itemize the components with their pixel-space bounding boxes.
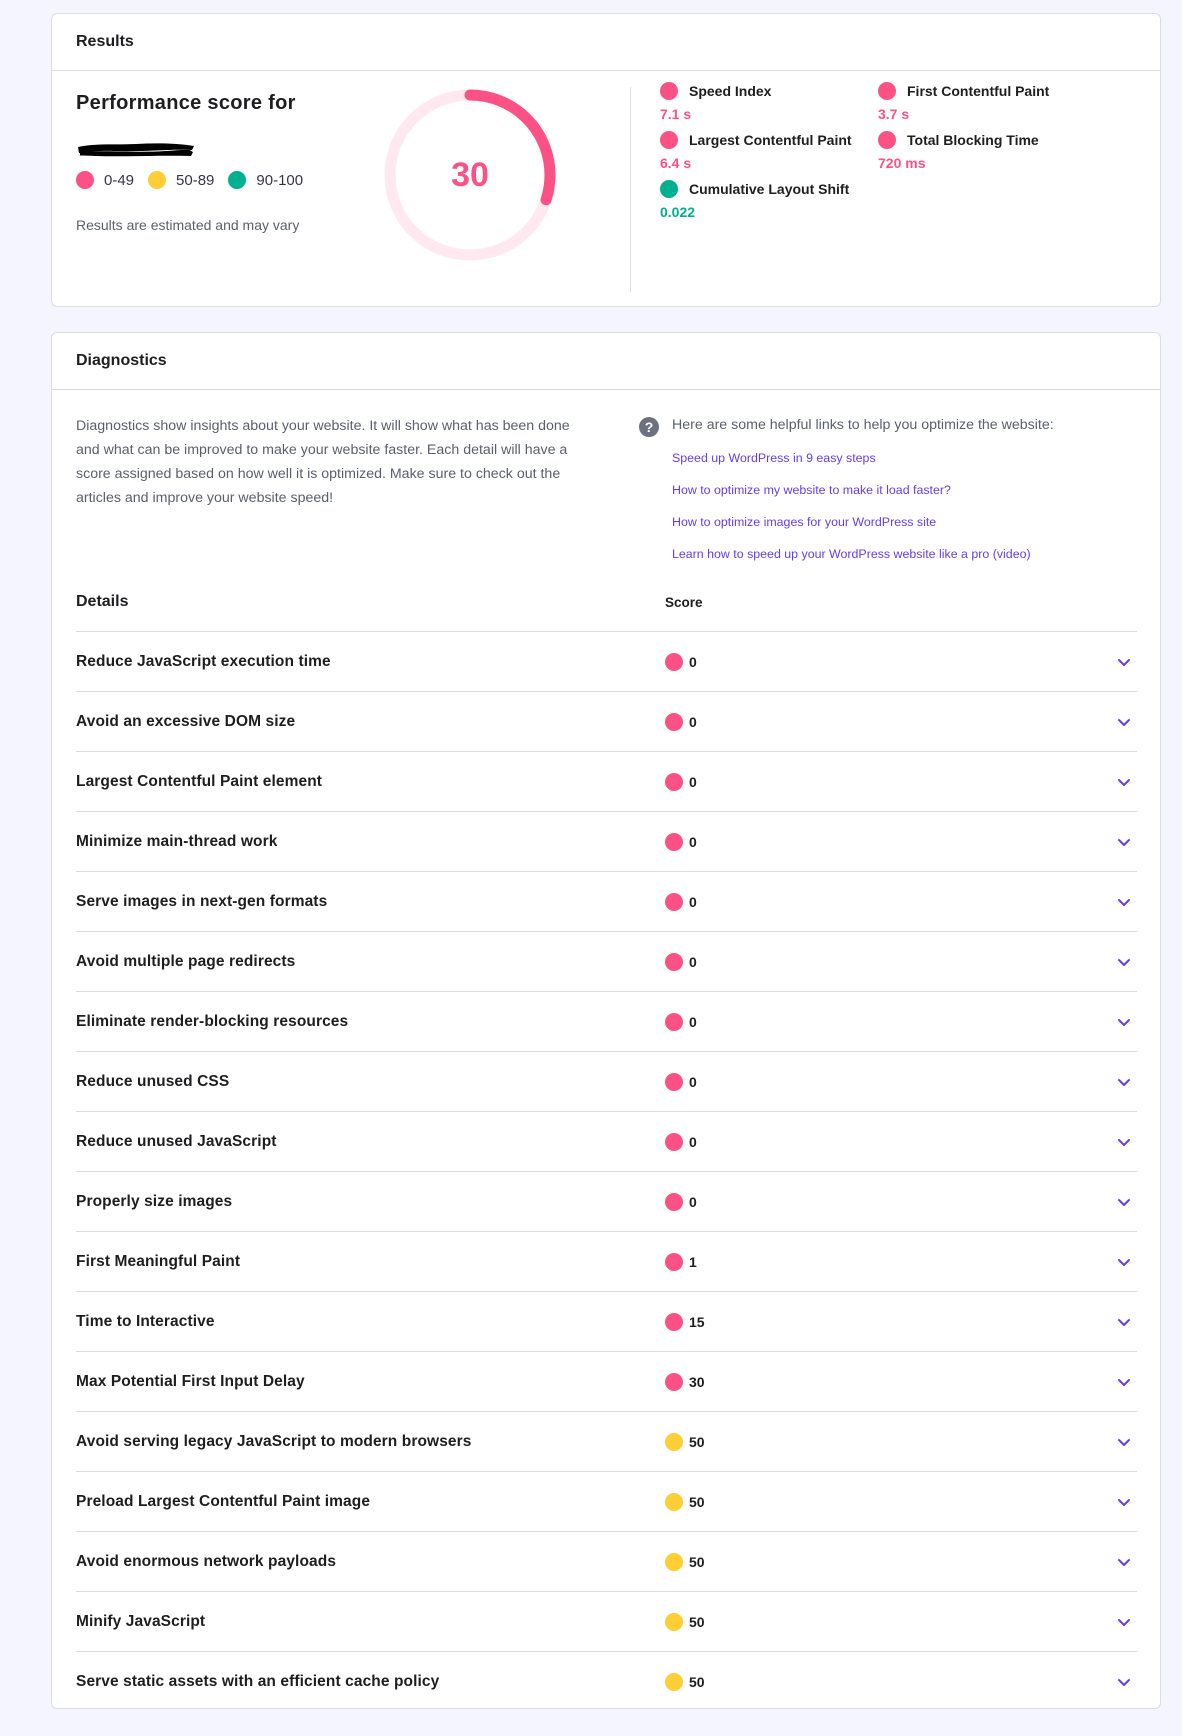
audit-name: Avoid serving legacy JavaScript to modern browsers [76, 1432, 472, 1450]
audit-score [665, 1373, 705, 1391]
audit-score [665, 1433, 705, 1451]
audit-score-value: 0 [689, 1073, 697, 1090]
audit-score-value: 0 [689, 953, 697, 970]
redacted-url-mark [76, 141, 196, 159]
chevron-down-icon[interactable] [1115, 1013, 1133, 1031]
metric-value: 0.022 [660, 204, 696, 220]
audit-name: Max Potential First Input Delay [76, 1372, 305, 1390]
score-status-dot [665, 1553, 683, 1571]
legend-item [228, 171, 303, 189]
audit-name: Serve static assets with an efficient cache policy [76, 1672, 440, 1690]
help-links-title: Here are some helpful links to help you optimize the website: [672, 417, 1054, 433]
score-status-dot [665, 1133, 683, 1151]
chevron-down-icon[interactable] [1115, 1133, 1133, 1151]
audit-score-value: 0 [689, 833, 697, 850]
audit-score-value: 50 [689, 1673, 705, 1690]
chevron-down-icon[interactable] [1115, 1673, 1133, 1691]
table-row[interactable] [76, 1051, 1137, 1111]
metric-status-dot [660, 180, 678, 198]
audit-score [665, 713, 697, 731]
audit-score [665, 653, 697, 671]
metric-value: 7.1 s [660, 106, 692, 122]
score-status-dot [665, 653, 683, 671]
score-status-dot [665, 713, 683, 731]
table-row[interactable] [76, 631, 1137, 691]
results-divider [630, 87, 631, 292]
results-header: Results [52, 14, 1160, 71]
chevron-down-icon[interactable] [1115, 773, 1133, 791]
audit-score-value: 0 [689, 1013, 697, 1030]
legend-dot [228, 171, 246, 189]
audit-score-value: 30 [689, 1373, 705, 1390]
audit-name: Avoid enormous network payloads [76, 1552, 337, 1570]
audit-score [665, 1073, 697, 1091]
chevron-down-icon[interactable] [1115, 713, 1133, 731]
chevron-down-icon[interactable] [1115, 953, 1133, 971]
audit-score [665, 1013, 697, 1031]
help-link[interactable]: How to optimize my website to make it load faster? [672, 483, 951, 497]
audit-name: Largest Contentful Paint element [76, 772, 323, 790]
score-status-dot [665, 773, 683, 791]
chevron-down-icon[interactable] [1115, 893, 1133, 911]
help-link[interactable]: Speed up WordPress in 9 easy steps [672, 451, 876, 465]
audit-score [665, 1133, 697, 1151]
chevron-down-icon[interactable] [1115, 1373, 1133, 1391]
metric-status-dot [660, 82, 678, 100]
audit-score [665, 1253, 697, 1271]
performance-summary [76, 92, 356, 115]
metric-label: Total Blocking Time [907, 132, 1039, 148]
audit-score-value: 0 [689, 1193, 697, 1210]
audit-score [665, 1613, 705, 1631]
legend-label: 0-49 [104, 171, 135, 189]
legend-dot [76, 171, 94, 189]
metric-value: 720 ms [878, 155, 926, 171]
audit-score-value: 50 [689, 1493, 705, 1510]
chevron-down-icon[interactable] [1115, 653, 1133, 671]
metric-label: Cumulative Layout Shift [689, 181, 850, 197]
table-row[interactable] [76, 1651, 1137, 1711]
score-status-dot [665, 1013, 683, 1031]
table-row[interactable] [76, 1591, 1137, 1651]
score-status-dot [665, 893, 683, 911]
table-row[interactable] [76, 811, 1137, 871]
table-row[interactable] [76, 1471, 1137, 1531]
score-column-header: Score [665, 595, 703, 610]
audit-score-value: 0 [689, 1133, 697, 1150]
chevron-down-icon[interactable] [1115, 1253, 1133, 1271]
score-status-dot [665, 1673, 683, 1691]
legend-item [76, 171, 134, 189]
audit-score [665, 1553, 705, 1571]
metric-value: 3.7 s [878, 106, 910, 122]
table-row[interactable] [76, 1411, 1137, 1471]
metric-status-dot [878, 131, 896, 149]
audit-score-value: 0 [689, 893, 697, 910]
results-card [51, 13, 1161, 307]
table-row[interactable] [76, 1111, 1137, 1171]
audit-name: Minimize main-thread work [76, 832, 278, 850]
metric-largest-contentful-paint [660, 131, 852, 171]
audit-score-value: 50 [689, 1613, 705, 1630]
metric-label: Speed Index [689, 83, 772, 99]
metric-value: 6.4 s [660, 155, 692, 171]
table-row[interactable] [76, 871, 1137, 931]
score-status-dot [665, 1253, 683, 1271]
score-status-dot [665, 1493, 683, 1511]
score-status-dot [665, 1313, 683, 1331]
details-column-header: Details [76, 593, 129, 610]
table-row[interactable] [76, 1531, 1137, 1591]
table-row[interactable] [76, 991, 1137, 1051]
table-row[interactable] [76, 691, 1137, 751]
score-status-dot [665, 1433, 683, 1451]
audit-score-value: 0 [689, 653, 697, 670]
audit-score [665, 893, 697, 911]
audit-score [665, 1493, 705, 1511]
metric-label: First Contentful Paint [907, 83, 1050, 99]
audit-score-value: 50 [689, 1553, 705, 1570]
audit-score [665, 953, 697, 971]
legend-item [148, 171, 214, 189]
audit-score [665, 773, 697, 791]
audit-score [665, 1673, 705, 1691]
metric-label: Largest Contentful Paint [689, 132, 852, 148]
audit-score-value: 15 [689, 1313, 705, 1330]
score-status-dot [665, 1193, 683, 1211]
help-link[interactable]: How to optimize images for your WordPress site [672, 515, 937, 529]
audit-name: Reduce unused CSS [76, 1072, 230, 1090]
audit-score-value: 1 [689, 1253, 697, 1270]
audit-name: Reduce unused JavaScript [76, 1132, 277, 1150]
audit-name: Minify JavaScript [76, 1612, 206, 1630]
score-status-dot [665, 1373, 683, 1391]
table-row[interactable] [76, 1231, 1137, 1291]
audit-name: Avoid an excessive DOM size [76, 712, 296, 730]
diagnostics-card [51, 332, 1161, 1709]
score-status-dot [665, 833, 683, 851]
question-icon: ? [639, 417, 659, 437]
audit-score [665, 1313, 705, 1331]
metric-speed-index [660, 82, 771, 122]
metric-first-contentful-paint [878, 82, 1049, 122]
metric-status-dot [660, 131, 678, 149]
audit-name: Eliminate render-blocking resources [76, 1012, 349, 1030]
audit-name: Properly size images [76, 1192, 233, 1210]
legend-dot [148, 171, 166, 189]
audit-name: First Meaningful Paint [76, 1252, 241, 1270]
audit-score-value: 0 [689, 773, 697, 790]
table-row[interactable] [76, 1291, 1137, 1351]
metric-cumulative-layout-shift [660, 180, 849, 220]
diagnostics-header: Diagnostics [52, 333, 1160, 390]
help-link[interactable]: Learn how to speed up your WordPress website like a pro (video) [672, 547, 1031, 561]
legend-label: 90-100 [256, 171, 304, 189]
chevron-down-icon[interactable] [1115, 1553, 1133, 1571]
metric-total-blocking-time [878, 131, 1039, 171]
legend-label: 50-89 [176, 171, 215, 189]
chevron-down-icon[interactable] [1115, 1073, 1133, 1091]
table-row[interactable] [76, 751, 1137, 811]
score-legend [76, 171, 317, 189]
audit-score [665, 833, 697, 851]
score-status-dot [665, 953, 683, 971]
table-row[interactable] [76, 1171, 1137, 1231]
audit-name: Preload Largest Contentful Paint image [76, 1492, 371, 1510]
chevron-down-icon[interactable] [1115, 1193, 1133, 1211]
table-row[interactable] [76, 931, 1137, 991]
chevron-down-icon[interactable] [1115, 1613, 1133, 1631]
chevron-down-icon[interactable] [1115, 833, 1133, 851]
performance-score: 30 [451, 155, 489, 194]
chevron-down-icon[interactable] [1115, 1493, 1133, 1511]
audit-score [665, 1193, 697, 1211]
metric-status-dot [878, 82, 896, 100]
table-row[interactable] [76, 1351, 1137, 1411]
audit-name: Time to Interactive [76, 1312, 215, 1330]
diagnostics-description: Diagnostics show insights about your website. It will show what has been done and what can be improved to make your website faster. Each detail will have a score assigned based on how well it is optimized. Make sure to check out the articles and improve your website speed! [76, 418, 570, 506]
diagnostics-table [76, 631, 1137, 1711]
audit-name: Serve images in next-gen formats [76, 892, 328, 910]
score-status-dot [665, 1613, 683, 1631]
audit-name: Avoid multiple page redirects [76, 952, 296, 970]
chevron-down-icon[interactable] [1115, 1433, 1133, 1451]
chevron-down-icon[interactable] [1115, 1313, 1133, 1331]
estimate-note: Results are estimated and may vary [76, 217, 300, 233]
audit-name: Reduce JavaScript execution time [76, 652, 331, 670]
performance-title: Performance score for [76, 92, 296, 114]
performance-gauge [379, 84, 561, 266]
score-status-dot [665, 1073, 683, 1091]
audit-score-value: 50 [689, 1433, 705, 1450]
audit-score-value: 0 [689, 713, 697, 730]
